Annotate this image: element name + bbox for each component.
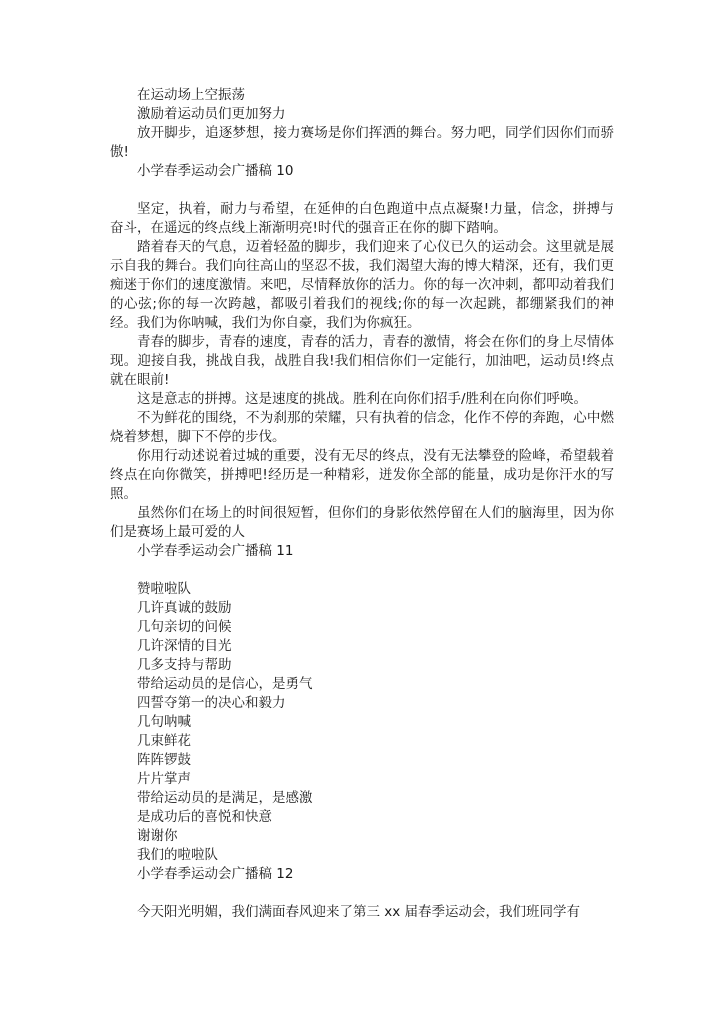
poem-line: 谢谢你: [137, 828, 178, 844]
section-heading-10: 小学春季运动会广播稿 10: [137, 163, 294, 179]
paragraph: 不为鲜花的围绕，不为刹那的荣耀，只有执着的信念，化作不停的奔跑，心中燃烧着梦想，脚下不停的步伐。: [110, 410, 614, 445]
poem-line: 四誓夺第一的决心和毅力: [137, 695, 286, 711]
poem-line: 几许真诚的鼓励: [137, 600, 232, 616]
poem-line: 片片掌声: [137, 771, 191, 787]
paragraph: 虽然你们在场上的时间很短暂，但你们的身影依然停留在人们的脑海里，因为你们是赛场上最可爱的人: [110, 505, 614, 540]
poem-line: 是成功后的喜悦和快意: [137, 809, 272, 825]
document-page: [110, 86, 614, 922]
poem-line: 带给运动员的是信心，是勇气: [137, 676, 313, 692]
paragraph: 坚定，执着，耐力与希望，在延伸的白色跑道中点点凝聚!力量，信念，拼搏与奋斗，在遥远的终点线上渐渐明亮!时代的强音正在你的脚下踏响。: [110, 201, 614, 236]
poem-line: 赞啦啦队: [137, 581, 191, 597]
paragraph: 这是意志的拼搏。这是速度的挑战。胜利在向你们招手/胜利在向你们呼唤。: [137, 391, 588, 407]
poem-line: 几束鲜花: [137, 733, 191, 749]
paragraph: 你用行动述说着过城的重要，没有无尽的终点，没有无法攀登的险峰，希望载着终点在向你微笑，拼搏吧!经历是一种精彩，迸发你全部的能量，成功是你汗水的写照。: [110, 448, 614, 502]
poem-line: 几句呐喊: [137, 714, 191, 730]
poem-line: 几多支持与帮助: [137, 657, 232, 673]
paragraph: 青春的脚步，青春的速度，青春的活力，青春的激情，将会在你们的身上尽情体现。迎接自我，挑战自我，战胜自我!我们相信你们一定能行，加油吧，运动员!终点就在眼前!: [110, 334, 614, 388]
section-heading-12: 小学春季运动会广播稿 12: [137, 866, 294, 882]
poem-line: 激励着运动员们更加努力: [137, 106, 286, 122]
poem-line: 几句亲切的问候: [137, 619, 232, 635]
poem-line: 阵阵锣鼓: [137, 752, 191, 768]
poem-line: 带给运动员的是满足，是感激: [137, 790, 313, 806]
paragraph: 今天阳光明媚，我们满面春风迎来了第三 xx 届春季运动会，我们班同学有: [137, 904, 581, 920]
paragraph: 踏着春天的气息，迈着轻盈的脚步，我们迎来了心仪已久的运动会。这里就是展示自我的舞台。我们向往高山的坚忍不拔，我们渴望大海的博大精深，还有，我们更痴迷于你们的速度激情。来吧，尽情释放你的活力。你的每一次冲刺，都叩动着我们的心弦;你的每一次跨越，都吸引着我们的视线;你的每一次起跳，都绷紧我们的神经。我们为你呐喊，我们为你自豪，我们为你疯狂。: [110, 239, 614, 331]
paragraph: 放开脚步，追逐梦想，接力赛场是你们挥洒的舞台。努力吧，同学们因你们而骄傲!: [110, 125, 614, 160]
section-heading-11: 小学春季运动会广播稿 11: [137, 543, 294, 559]
poem-line: 在运动场上空振荡: [137, 87, 245, 103]
poem-line: 几许深情的目光: [137, 638, 232, 654]
poem-line: 我们的啦啦队: [137, 847, 218, 863]
